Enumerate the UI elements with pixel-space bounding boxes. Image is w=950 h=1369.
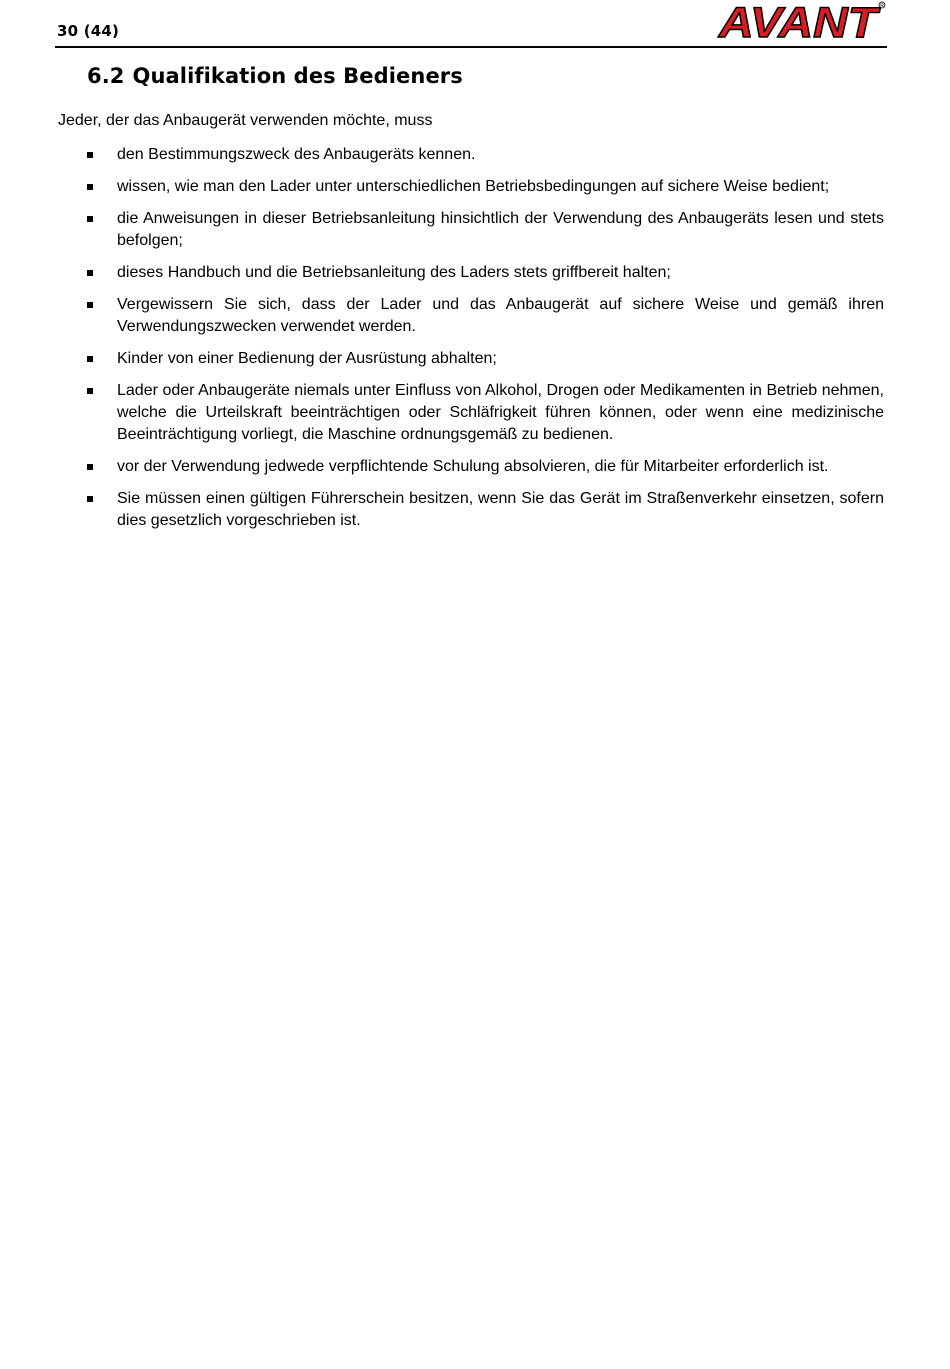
page-number: 30 (44) — [57, 22, 120, 40]
list-item — [86, 294, 884, 338]
square-bullet-icon — [87, 216, 93, 222]
list-item-text: Vergewissern Sie sich, dass der Lader und das Anbaugerät auf sichere Weise und gemäß ihren Verwendungszwecken verwendet werden. — [117, 296, 884, 335]
section-title-text: Qualifikation des Bedieners — [132, 64, 463, 88]
avant-logo — [717, 0, 887, 42]
list-item — [86, 488, 884, 532]
square-bullet-icon — [87, 464, 93, 470]
square-bullet-icon — [87, 302, 93, 308]
list-item-text: Kinder von einer Bedienung der Ausrüstung abhalten; — [117, 350, 497, 367]
list-item-text: Lader oder Anbaugeräte niemals unter Einfluss von Alkohol, Drogen oder Medikamenten in Betrieb nehmen, welche die Urteilskraft beeinträchtigen oder Schläfrigkeit führen können, oder wenn eine medizinische Beeinträchtigung vorliegt, die Maschine ordnungsgemäß zu bedienen. — [117, 382, 884, 443]
square-bullet-icon — [87, 270, 93, 276]
list-item — [86, 208, 884, 252]
svg-text:R: R — [880, 2, 884, 9]
page-header — [55, 0, 887, 48]
list-item — [86, 176, 884, 198]
section-title — [87, 64, 463, 88]
avant-logo-graphic — [717, 0, 887, 42]
square-bullet-icon — [87, 152, 93, 158]
square-bullet-icon — [87, 356, 93, 362]
list-item — [86, 348, 884, 370]
square-bullet-icon — [87, 388, 93, 394]
list-item — [86, 380, 884, 446]
square-bullet-icon — [87, 496, 93, 502]
list-item — [86, 262, 884, 284]
list-item-text: Sie müssen einen gültigen Führerschein besitzen, wenn Sie das Gerät im Straßenverkehr einsetzen, sofern dies gesetzlich vorgeschrieben ist. — [117, 490, 884, 529]
list-item — [86, 144, 884, 166]
qualification-list — [86, 144, 884, 542]
list-item-text: vor der Verwendung jedwede verpflichtende Schulung absolvieren, die für Mitarbeiter erforderlich ist. — [117, 458, 829, 475]
intro-paragraph: Jeder, der das Anbaugerät verwenden möchte, muss — [58, 112, 433, 129]
logo-wordmark: AVANT — [717, 0, 882, 42]
square-bullet-icon — [87, 184, 93, 190]
list-item-text: den Bestimmungszweck des Anbaugeräts kennen. — [117, 146, 476, 163]
list-item — [86, 456, 884, 478]
list-item-text: wissen, wie man den Lader unter unterschiedlichen Betriebsbedingungen auf sichere Weise bedient; — [117, 178, 830, 195]
section-number: 6.2 — [87, 64, 125, 88]
list-item-text: dieses Handbuch und die Betriebsanleitung des Laders stets griffbereit halten; — [117, 264, 671, 281]
list-item-text: die Anweisungen in dieser Betriebsanleitung hinsichtlich der Verwendung des Anbaugeräts lesen und stets befolgen; — [117, 210, 884, 249]
